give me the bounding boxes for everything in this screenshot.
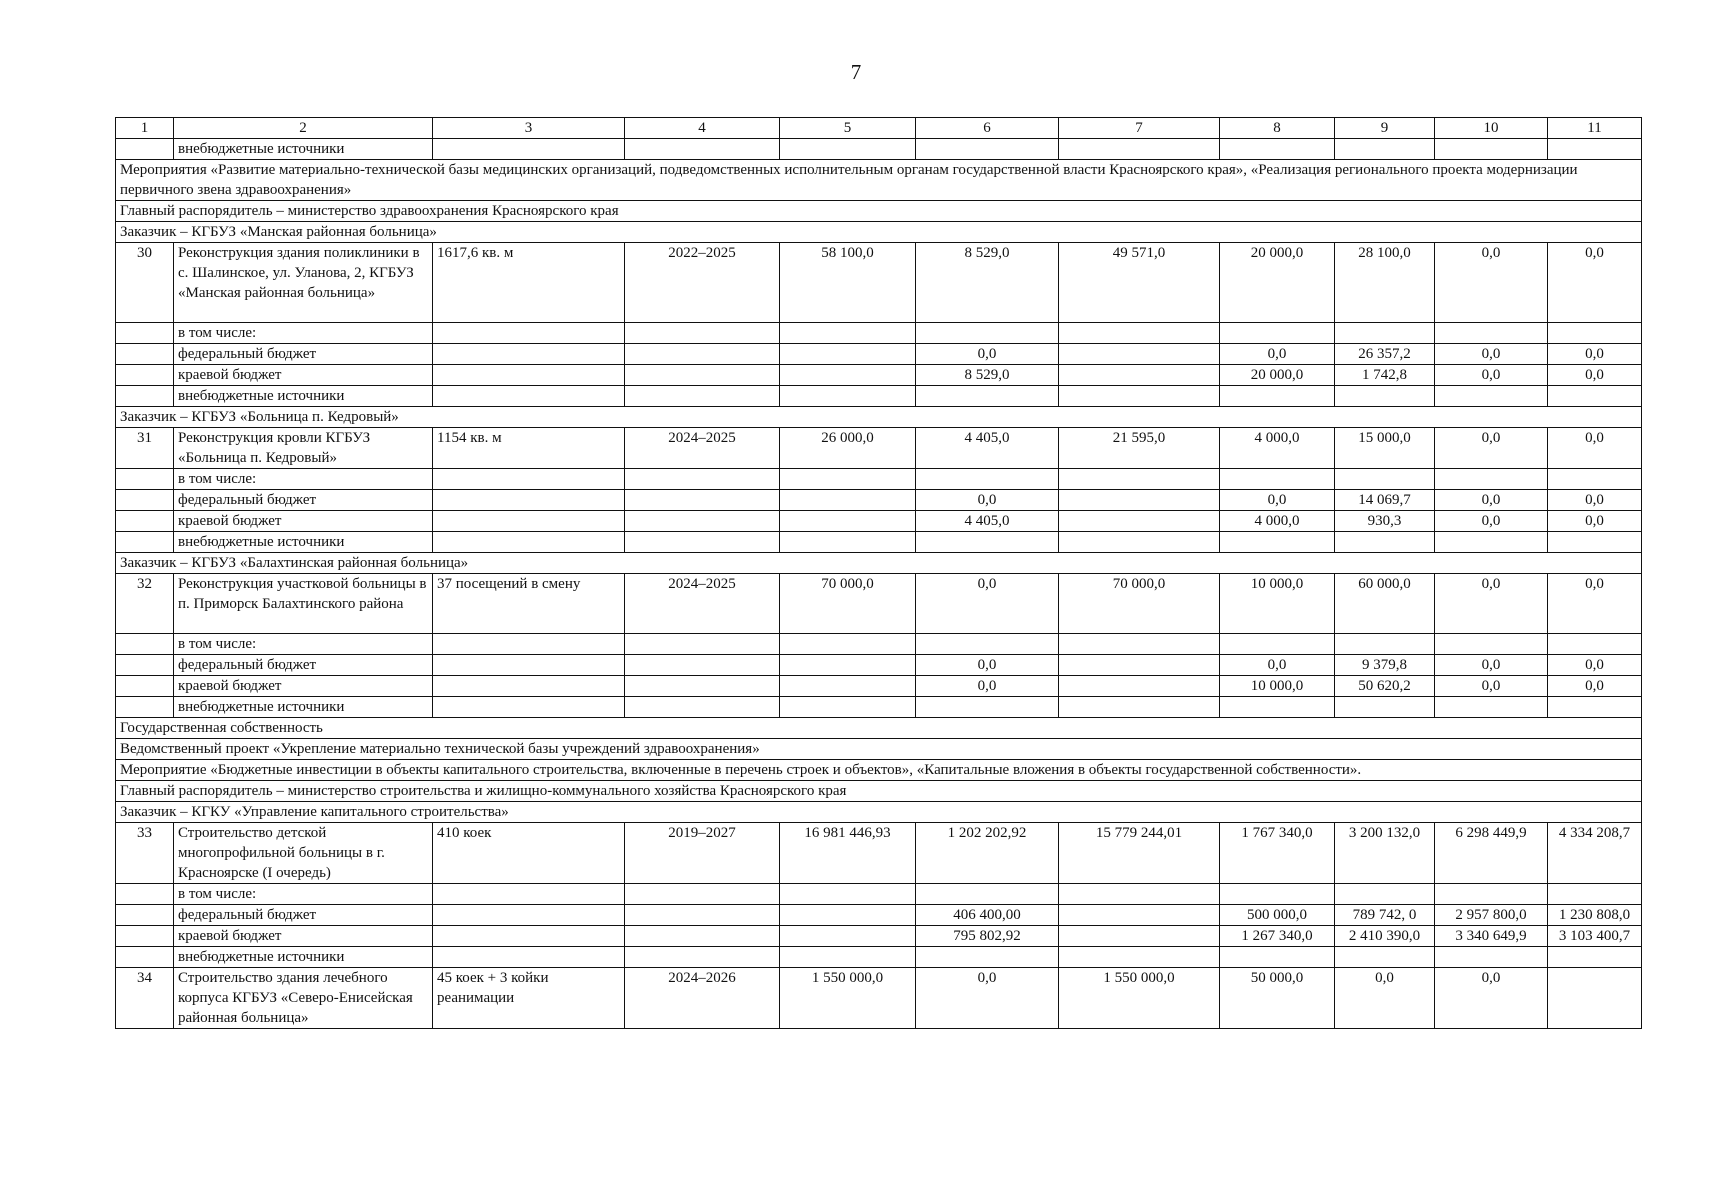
name: Строительство детской многопрофильной больницы в г. Красноярске (I очередь) (174, 823, 433, 884)
sub-label: в том числе: (174, 884, 433, 905)
value-2027: 0,0 (1548, 655, 1642, 676)
name: Реконструкция участковой больницы в п. Приморск Балахтинского района (174, 574, 433, 634)
empty-cell (780, 469, 916, 490)
empty-cell (1548, 634, 1642, 655)
empty-cell (1059, 511, 1220, 532)
empty-cell (625, 884, 780, 905)
empty-cell (433, 386, 625, 407)
column-header-3: 3 (433, 118, 625, 139)
value-2027: 0,0 (1548, 490, 1642, 511)
year-2027: 0,0 (1548, 428, 1642, 469)
empty-cell (433, 323, 625, 344)
empty-cell (916, 139, 1059, 160)
value-spent: 406 400,00 (916, 905, 1059, 926)
empty-cell (116, 490, 174, 511)
value-2024: 20 000,0 (1220, 365, 1335, 386)
capacity: 1617,6 кв. м (433, 243, 625, 323)
sub-row-incl (116, 884, 1642, 905)
year-2027 (1548, 968, 1642, 1029)
empty-cell (1335, 323, 1435, 344)
empty-cell (1335, 532, 1435, 553)
year-2025: 0,0 (1335, 968, 1435, 1029)
value-2027: 0,0 (1548, 511, 1642, 532)
period: 2022–2025 (625, 243, 780, 323)
empty-cell (780, 365, 916, 386)
section-row (116, 160, 1642, 201)
empty-cell (433, 655, 625, 676)
sub-row-regional (116, 511, 1642, 532)
row-number: 34 (116, 968, 174, 1029)
empty-cell (1435, 386, 1548, 407)
name: Реконструкция кровли КГБУЗ «Больница п. Кедровый» (174, 428, 433, 469)
value-2024: 500 000,0 (1220, 905, 1335, 926)
value-2027: 0,0 (1548, 344, 1642, 365)
empty-cell (625, 344, 780, 365)
column-header-7: 7 (1059, 118, 1220, 139)
row-number: 31 (116, 428, 174, 469)
empty-cell (1435, 469, 1548, 490)
empty-cell (116, 947, 174, 968)
empty-cell (1220, 634, 1335, 655)
year-2025: 3 200 132,0 (1335, 823, 1435, 884)
empty-cell (433, 365, 625, 386)
row-number: 33 (116, 823, 174, 884)
empty-cell (1059, 697, 1220, 718)
row-number: 32 (116, 574, 174, 634)
empty-cell (625, 532, 780, 553)
sub-label: в том числе: (174, 469, 433, 490)
value-2027: 0,0 (1548, 365, 1642, 386)
empty-cell (1435, 532, 1548, 553)
empty-cell (1335, 697, 1435, 718)
year-2026: 0,0 (1435, 968, 1548, 1029)
section-main_manager1: Главный распорядитель – министерство здравоохранения Красноярского края (116, 201, 1642, 222)
year-2026: 6 298 449,9 (1435, 823, 1548, 884)
section-row (116, 781, 1642, 802)
empty-cell (1435, 947, 1548, 968)
empty-cell (1059, 634, 1220, 655)
empty-cell (780, 490, 916, 511)
value-2025: 789 742, 0 (1335, 905, 1435, 926)
value-2025: 14 069,7 (1335, 490, 1435, 511)
value-2024: 10 000,0 (1220, 676, 1335, 697)
value-2026: 0,0 (1435, 365, 1548, 386)
empty-cell (1548, 884, 1642, 905)
object-row (116, 243, 1642, 323)
column-header-10: 10 (1435, 118, 1548, 139)
spent: 0,0 (916, 574, 1059, 634)
sub-label: федеральный бюджет (174, 905, 433, 926)
value-2025: 50 620,2 (1335, 676, 1435, 697)
sub-row-federal (116, 490, 1642, 511)
empty-cell (433, 344, 625, 365)
value-2026: 2 957 800,0 (1435, 905, 1548, 926)
empty-cell (780, 139, 916, 160)
sub-label: федеральный бюджет (174, 344, 433, 365)
section-row (116, 553, 1642, 574)
empty-cell (780, 323, 916, 344)
sub-label: внебюджетные источники (174, 139, 433, 160)
section-row (116, 201, 1642, 222)
capacity: 45 коек + 3 койки реанимации (433, 968, 625, 1029)
empty-cell (433, 469, 625, 490)
sub-label: в том числе: (174, 323, 433, 344)
value-spent: 0,0 (916, 344, 1059, 365)
value-2025: 930,3 (1335, 511, 1435, 532)
period: 2024–2026 (625, 968, 780, 1029)
empty-cell (916, 634, 1059, 655)
empty-cell (116, 323, 174, 344)
column-header-4: 4 (625, 118, 780, 139)
empty-cell (1059, 344, 1220, 365)
empty-cell (1548, 323, 1642, 344)
empty-cell (1059, 365, 1220, 386)
value-2027: 0,0 (1548, 676, 1642, 697)
empty-cell (116, 655, 174, 676)
empty-cell (433, 884, 625, 905)
column-header-6: 6 (916, 118, 1059, 139)
empty-cell (1059, 323, 1220, 344)
empty-cell (780, 655, 916, 676)
empty-cell (780, 697, 916, 718)
sub-row-offbudget (116, 697, 1642, 718)
empty-cell (780, 884, 916, 905)
year-2024: 50 000,0 (1220, 968, 1335, 1029)
empty-cell (116, 905, 174, 926)
object-row (116, 968, 1642, 1029)
empty-cell (625, 676, 780, 697)
sub-row-offbudget (116, 532, 1642, 553)
period: 2024–2025 (625, 574, 780, 634)
empty-cell (1220, 386, 1335, 407)
column-header-5: 5 (780, 118, 916, 139)
section-row (116, 407, 1642, 428)
empty-cell (433, 926, 625, 947)
empty-cell (1059, 884, 1220, 905)
empty-cell (433, 697, 625, 718)
spent: 1 202 202,92 (916, 823, 1059, 884)
section-customer33: Заказчик – КГКУ «Управление капитального строительства» (116, 802, 1642, 823)
empty-cell (1548, 697, 1642, 718)
empty-cell (116, 532, 174, 553)
value-spent: 0,0 (916, 655, 1059, 676)
section-row (116, 760, 1642, 781)
value-2027: 3 103 400,7 (1548, 926, 1642, 947)
remaining: 1 550 000,0 (1059, 968, 1220, 1029)
remaining: 49 571,0 (1059, 243, 1220, 323)
row-number: 30 (116, 243, 174, 323)
empty-cell (116, 469, 174, 490)
empty-cell (116, 884, 174, 905)
empty-cell (1059, 947, 1220, 968)
sub-row-offbudget (116, 139, 1642, 160)
sub-label: в том числе: (174, 634, 433, 655)
empty-cell (1335, 884, 1435, 905)
value-2026: 0,0 (1435, 490, 1548, 511)
empty-cell (1548, 469, 1642, 490)
value-2024: 0,0 (1220, 344, 1335, 365)
spent: 0,0 (916, 968, 1059, 1029)
year-2024: 20 000,0 (1220, 243, 1335, 323)
empty-cell (116, 697, 174, 718)
year-2025: 28 100,0 (1335, 243, 1435, 323)
empty-cell (1435, 323, 1548, 344)
empty-cell (916, 884, 1059, 905)
value-2025: 9 379,8 (1335, 655, 1435, 676)
sub-label: внебюджетные источники (174, 386, 433, 407)
section-row (116, 718, 1642, 739)
empty-cell (433, 905, 625, 926)
empty-cell (1435, 634, 1548, 655)
sub-label: краевой бюджет (174, 676, 433, 697)
empty-cell (780, 634, 916, 655)
empty-cell (1335, 469, 1435, 490)
year-2024: 1 767 340,0 (1220, 823, 1335, 884)
year-2024: 10 000,0 (1220, 574, 1335, 634)
empty-cell (433, 532, 625, 553)
empty-cell (625, 634, 780, 655)
value-spent: 0,0 (916, 490, 1059, 511)
value-spent: 795 802,92 (916, 926, 1059, 947)
name: Реконструкция здания поликлиники в с. Шалинское, ул. Уланова, 2, КГБУЗ «Манская районная больница» (174, 243, 433, 323)
empty-cell (1059, 655, 1220, 676)
column-header-2: 2 (174, 118, 433, 139)
empty-cell (1548, 139, 1642, 160)
period: 2019–2027 (625, 823, 780, 884)
object-row (116, 428, 1642, 469)
value-2026: 0,0 (1435, 676, 1548, 697)
value-spent: 4 405,0 (916, 511, 1059, 532)
empty-cell (1548, 947, 1642, 968)
sub-label: федеральный бюджет (174, 490, 433, 511)
total-cost: 1 550 000,0 (780, 968, 916, 1029)
section-row (116, 222, 1642, 243)
year-2027: 4 334 208,7 (1548, 823, 1642, 884)
empty-cell (916, 947, 1059, 968)
empty-cell (116, 511, 174, 532)
object-row (116, 574, 1642, 634)
empty-cell (1059, 469, 1220, 490)
capacity: 1154 кв. м (433, 428, 625, 469)
empty-cell (433, 490, 625, 511)
empty-cell (1059, 139, 1220, 160)
sub-row-regional (116, 676, 1642, 697)
section-customer30: Заказчик – КГБУЗ «Манская районная больница» (116, 222, 1642, 243)
sub-label: федеральный бюджет (174, 655, 433, 676)
remaining: 70 000,0 (1059, 574, 1220, 634)
column-header-11: 11 (1548, 118, 1642, 139)
sub-label: краевой бюджет (174, 365, 433, 386)
empty-cell (433, 139, 625, 160)
name: Строительство здания лечебного корпуса КГБУЗ «Северо-Енисейская районная больница» (174, 968, 433, 1029)
sub-row-federal (116, 905, 1642, 926)
empty-cell (1059, 386, 1220, 407)
value-2025: 26 357,2 (1335, 344, 1435, 365)
page-number: 7 (850, 60, 862, 84)
sub-label: внебюджетные источники (174, 697, 433, 718)
empty-cell (433, 947, 625, 968)
section-customer32: Заказчик – КГБУЗ «Балахтинская районная больница» (116, 553, 1642, 574)
sub-row-incl (116, 634, 1642, 655)
empty-cell (1059, 676, 1220, 697)
value-2025: 1 742,8 (1335, 365, 1435, 386)
spent: 4 405,0 (916, 428, 1059, 469)
sub-row-incl (116, 469, 1642, 490)
sub-row-federal (116, 655, 1642, 676)
year-2027: 0,0 (1548, 243, 1642, 323)
empty-cell (433, 511, 625, 532)
sub-row-offbudget (116, 947, 1642, 968)
empty-cell (625, 490, 780, 511)
empty-cell (625, 323, 780, 344)
empty-cell (116, 139, 174, 160)
empty-cell (625, 947, 780, 968)
empty-cell (916, 697, 1059, 718)
empty-cell (1059, 905, 1220, 926)
empty-cell (1335, 947, 1435, 968)
empty-cell (1059, 490, 1220, 511)
empty-cell (1335, 634, 1435, 655)
empty-cell (1435, 884, 1548, 905)
empty-cell (1548, 386, 1642, 407)
budget-table (115, 117, 1642, 1029)
empty-cell (433, 676, 625, 697)
year-2025: 60 000,0 (1335, 574, 1435, 634)
remaining: 21 595,0 (1059, 428, 1220, 469)
total-cost: 70 000,0 (780, 574, 916, 634)
table-header-row (116, 118, 1642, 139)
empty-cell (1220, 469, 1335, 490)
year-2025: 15 000,0 (1335, 428, 1435, 469)
section-measures1: Мероприятия «Развитие материально-технической базы медицинских организаций, подведомственных исполнительным органам государственной власти Красноярского края», «Реализация регионального проекта модернизации первичного звена здравоохранения» (116, 160, 1642, 201)
empty-cell (433, 634, 625, 655)
sub-row-offbudget (116, 386, 1642, 407)
spent: 8 529,0 (916, 243, 1059, 323)
sub-row-incl (116, 323, 1642, 344)
object-row (116, 823, 1642, 884)
empty-cell (916, 532, 1059, 553)
empty-cell (1220, 947, 1335, 968)
empty-cell (625, 469, 780, 490)
empty-cell (1220, 139, 1335, 160)
value-2024: 1 267 340,0 (1220, 926, 1335, 947)
section-main_manager2: Главный распорядитель – министерство строительства и жилищно-коммунального хозяйства Красноярского края (116, 781, 1642, 802)
section-customer31: Заказчик – КГБУЗ «Больница п. Кедровый» (116, 407, 1642, 428)
value-2026: 0,0 (1435, 344, 1548, 365)
value-2025: 2 410 390,0 (1335, 926, 1435, 947)
empty-cell (1548, 532, 1642, 553)
empty-cell (625, 139, 780, 160)
sub-label: краевой бюджет (174, 926, 433, 947)
empty-cell (1435, 697, 1548, 718)
empty-cell (116, 676, 174, 697)
empty-cell (1220, 884, 1335, 905)
column-header-1: 1 (116, 118, 174, 139)
empty-cell (625, 386, 780, 407)
value-2024: 4 000,0 (1220, 511, 1335, 532)
year-2026: 0,0 (1435, 428, 1548, 469)
section-row (116, 802, 1642, 823)
empty-cell (625, 926, 780, 947)
empty-cell (780, 532, 916, 553)
year-2026: 0,0 (1435, 243, 1548, 323)
sub-row-regional (116, 365, 1642, 386)
empty-cell (625, 697, 780, 718)
value-2024: 0,0 (1220, 490, 1335, 511)
empty-cell (1059, 532, 1220, 553)
sub-label: краевой бюджет (174, 511, 433, 532)
empty-cell (1335, 139, 1435, 160)
empty-cell (780, 344, 916, 365)
empty-cell (780, 947, 916, 968)
empty-cell (116, 926, 174, 947)
empty-cell (1220, 697, 1335, 718)
total-cost: 26 000,0 (780, 428, 916, 469)
empty-cell (116, 386, 174, 407)
section-row (116, 739, 1642, 760)
sub-label: внебюджетные источники (174, 947, 433, 968)
capacity: 410 коек (433, 823, 625, 884)
year-2024: 4 000,0 (1220, 428, 1335, 469)
empty-cell (1435, 139, 1548, 160)
empty-cell (916, 386, 1059, 407)
capacity: 37 посещений в смену (433, 574, 625, 634)
year-2026: 0,0 (1435, 574, 1548, 634)
empty-cell (780, 511, 916, 532)
empty-cell (625, 365, 780, 386)
section-state_property: Государственная собственность (116, 718, 1642, 739)
section-dept_project: Ведомственный проект «Укрепление материально технической базы учреждений здравоохранения» (116, 739, 1642, 760)
empty-cell (625, 655, 780, 676)
value-2026: 0,0 (1435, 655, 1548, 676)
period: 2024–2025 (625, 428, 780, 469)
value-2026: 3 340 649,9 (1435, 926, 1548, 947)
empty-cell (116, 365, 174, 386)
value-2026: 0,0 (1435, 511, 1548, 532)
empty-cell (916, 323, 1059, 344)
value-2024: 0,0 (1220, 655, 1335, 676)
sub-row-federal (116, 344, 1642, 365)
value-spent: 0,0 (916, 676, 1059, 697)
total-cost: 58 100,0 (780, 243, 916, 323)
empty-cell (1220, 323, 1335, 344)
sub-label: внебюджетные источники (174, 532, 433, 553)
empty-cell (625, 511, 780, 532)
empty-cell (916, 469, 1059, 490)
column-header-8: 8 (1220, 118, 1335, 139)
year-2027: 0,0 (1548, 574, 1642, 634)
empty-cell (116, 634, 174, 655)
empty-cell (116, 344, 174, 365)
value-2027: 1 230 808,0 (1548, 905, 1642, 926)
sub-row-regional (116, 926, 1642, 947)
empty-cell (625, 905, 780, 926)
empty-cell (780, 905, 916, 926)
column-header-9: 9 (1335, 118, 1435, 139)
empty-cell (1335, 386, 1435, 407)
total-cost: 16 981 446,93 (780, 823, 916, 884)
empty-cell (780, 926, 916, 947)
empty-cell (1059, 926, 1220, 947)
empty-cell (1220, 532, 1335, 553)
empty-cell (780, 386, 916, 407)
value-spent: 8 529,0 (916, 365, 1059, 386)
empty-cell (780, 676, 916, 697)
section-measure2: Мероприятие «Бюджетные инвестиции в объекты капитального строительства, включенные в перечень строек и объектов», «Капитальные вложения в объекты государственной собственности». (116, 760, 1642, 781)
remaining: 15 779 244,01 (1059, 823, 1220, 884)
